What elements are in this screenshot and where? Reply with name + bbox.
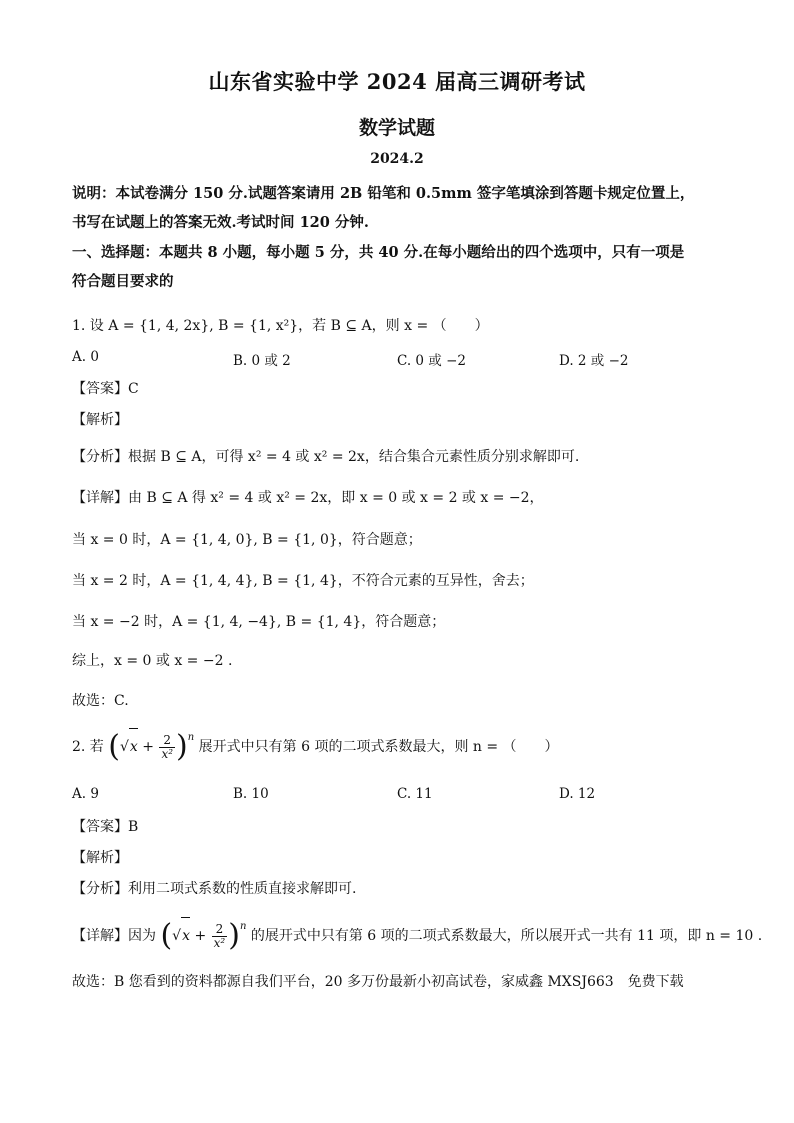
q1-analysis: 【分析】根据 B ⊆ A，可得 x² = 4 或 x² = 2x，结合集合元素性质分别求解即可.	[72, 449, 580, 465]
fraction-numerator: 2	[212, 923, 228, 937]
exam-date: 2024.2	[370, 151, 424, 167]
q2-detail-suffix: 的展开式中只有第 6 项的二项式系数最大，所以展开式一共有 11 项，即 n = 10 .	[250, 928, 763, 944]
q1-choice: 故选：C.	[72, 693, 129, 709]
sqrt-radicand: x	[129, 728, 138, 765]
exponent: n	[239, 921, 247, 932]
q2-stem-suffix: 展开式中只有第 6 项的二项式系数最大，则 n = （ ）	[198, 739, 559, 755]
plus-sign: +	[142, 739, 154, 755]
q2-option-c: C. 11	[397, 786, 433, 802]
fraction	[212, 923, 228, 950]
q2-detail-prefix: 【详解】因为	[72, 928, 156, 944]
exam-title: 山东省实验中学 2024 届高三调研考试	[208, 69, 586, 94]
q1-jiexi-label: 【解析】	[72, 412, 128, 428]
sqrt-icon: √	[172, 928, 182, 944]
left-paren: (	[108, 729, 120, 764]
left-paren: (	[160, 918, 173, 953]
q2-option-a: A. 9	[72, 786, 99, 802]
section-heading-line-1: 一、选择题：本题共 8 小题，每小题 5 分，共 40 分.在每小题给出的四个选项中，只有一项是	[72, 244, 685, 261]
instructions-line-2: 书写在试题上的答案无效.考试时间 120 分钟.	[72, 214, 369, 231]
q1-case-2: 当 x = 2 时，A = {1, 4, 4}, B = {1, 4}，不符合元素的互异性，舍去；	[72, 573, 534, 589]
q1-summary: 综上，x = 0 或 x = −2 .	[72, 653, 233, 669]
q2-jiexi-label: 【解析】	[72, 850, 128, 866]
instructions-line-1: 说明：本试卷满分 150 分.试题答案请用 2B 铅笔和 0.5mm 签字笔填涂到答题卡规定位置上，	[72, 185, 695, 202]
section-heading-line-2: 符合题目要求的	[72, 273, 174, 290]
q1-detail: 【详解】由 B ⊆ A 得 x² = 4 或 x² = 2x，即 x = 0 或 x = 2 或 x = −2，	[72, 490, 544, 506]
q1-option-b: B. 0 或 2	[233, 353, 291, 369]
q1-case-3: 当 x = −2 时，A = {1, 4, −4}, B = {1, 4}，符合题意；	[72, 614, 446, 630]
right-paren: )	[176, 729, 188, 764]
q1-case-1: 当 x = 0 时，A = {1, 4, 0}, B = {1, 0}，符合题意；	[72, 532, 422, 548]
fraction-denominator: x²	[213, 935, 226, 950]
sqrt-icon: √	[119, 739, 129, 755]
q2-answer: 【答案】B	[72, 819, 139, 835]
sqrt-radicand: x	[181, 917, 190, 954]
fraction-numerator: 2	[159, 734, 175, 748]
plus-sign: +	[194, 928, 207, 944]
exponent: n	[187, 732, 195, 743]
q1-answer: 【答案】C	[72, 381, 139, 397]
q2-option-d: D. 12	[559, 786, 596, 802]
q2-stem	[72, 728, 559, 765]
q2-stem-prefix: 2. 若	[72, 739, 104, 755]
fraction-denominator: x²	[161, 746, 174, 761]
q2-detail	[72, 917, 762, 954]
exam-subject: 数学试题	[358, 117, 435, 139]
q2-analysis: 【分析】利用二项式系数的性质直接求解即可.	[72, 881, 357, 897]
fraction	[159, 734, 175, 761]
q2-detail-expression	[160, 918, 250, 953]
q1-option-d: D. 2 或 −2	[559, 353, 629, 369]
q1-option-c: C. 0 或 −2	[397, 353, 467, 369]
q1-option-a: A. 0	[72, 349, 99, 365]
q1-stem: 1. 设 A = {1, 4, 2x}, B = {1, x²}，若 B ⊆ A，则 x = （ ）	[72, 318, 489, 334]
q2-expression	[108, 729, 198, 764]
q2-option-b: B. 10	[233, 786, 269, 802]
q2-choice-and-footer: 故选：B 您看到的资料都源自我们平台，20 多万份最新小初高试卷，家威鑫 MXSJ663 免费下载	[72, 974, 684, 990]
right-paren: )	[228, 918, 240, 953]
